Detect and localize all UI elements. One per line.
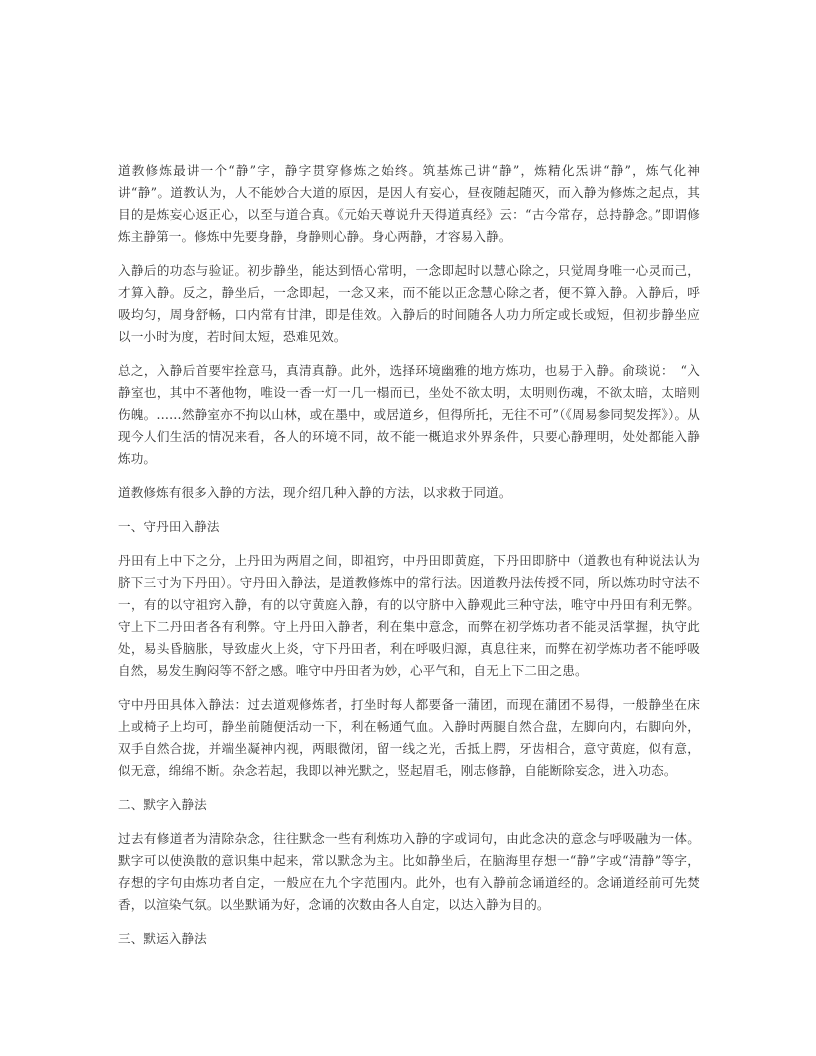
- paragraph-1: 道教修炼最讲一个“静”字，静字贯穿修炼之始终。筑基炼己讲“静”，炼精化炁讲“静”，炼气化神讲“静”。道教认为，人不能妙合大道的原因，是因人有妄心，昼夜随起随灭，而入静为修炼之起点，其目的是炼妄心返正心，以至与道合真。《元始天尊说升天得道真经》云：“古今常存，总持静念。”即谓修炼主静第一。修炼中先要身静，身静则心静。身心两静，才容易入静。: [118, 163, 700, 244]
- document-body: [118, 160, 700, 962]
- paragraph-5: 丹田有上中下之分，上丹田为两眉之间，即祖窍，中丹田即黄庭，下丹田即脐中（道教也有种说法认为脐下三寸为下丹田）。守丹田入静法，是道教修炼中的常行法。因道教丹法传授不同，所以炼功时守法不一，有的以守祖窍入静，有的以守黄庭入静，有的以守脐中入静观此三种守法，唯守中丹田有利无弊。守上下二丹田者各有利弊。守上丹田入静者，利在集中意念，而弊在初学炼功者不能灵活掌握，执守此处，易头昏脑胀，导致虚火上炎，守下丹田者，利在呼吸归源，真息往来，而弊在初学炼功者不能呼吸自然，易发生胸闷等不舒之感。唯守中丹田者为妙，心平气和，自无上下二田之患。: [118, 553, 700, 678]
- section-heading-2: 二、默字入静法: [118, 797, 207, 812]
- paragraph-4-intro: 道教修炼有很多入静的方法，现介绍几种入静的方法，以求救于同道。: [118, 485, 512, 500]
- paragraph-3: 总之，入静后首要牢拴意马，真清真静。此外，选择环境幽雅的地方炼功，也易于入静。俞琰说： “入静室也，其中不著他物，唯设一香一灯一几一榻而已，坐处不欲太明，太明则伤魂，不欲太暗，太暗则伤魄。……然静室亦不拘以山林，或在墨中，或居道乡，但得所托，无往不可”（《周易参同契发挥》）。从现今人们生活的情况来看，各人的环境不同，故不能一概追求外界条件，只要心静理明，处处都能入静炼功。: [118, 363, 700, 466]
- paragraph-2: 入静后的功态与验证。初步静坐，能达到悟心常明，一念即起时以慧心除之，只觉周身唯一心灵而己，才算入静。反之，静坐后，一念即起，一念又来，而不能以正念慧心除之者，便不算入静。入静后，呼吸均匀，周身舒畅，口内常有甘津，即是佳效。入静后的时间随各人功力所定或长或短，但初步静坐应以一小时为度，若时间太短，恐难见效。: [118, 263, 700, 344]
- section-heading-1: 一、守丹田入静法: [118, 519, 220, 534]
- paragraph-7: 过去有修道者为清除杂念，往往默念一些有利炼功入静的字或词句，由此念决的意念与呼吸融为一体。默字可以使涣散的意识集中起来，常以默念为主。比如静坐后，在脑海里存想一“静”字或“清静”等字，存想的字句由炼功者自定，一般应在九个字范围内。此外，也有入静前念诵道经的。念诵道经前可先焚香，以渲染气氛。以坐默诵为好，念诵的次数由各人自定，以达入静为目的。: [118, 831, 700, 912]
- paragraph-6: 守中丹田具体入静法：过去道观修炼者，打坐时每人都要备一蒲团，而现在蒲团不易得，一般静坐在床上或椅子上均可，静坐前随便活动一下，利在畅通气血。入静时两腿自然合盘，左脚向内，右脚向外，双手自然合拢，并端坐凝神内视，两眼微闭，留一线之光，舌抵上腭，牙齿相合，意守黄庭，似有意，似无意，绵绵不断。杂念若起，我即以神光默之，竖起眉毛，刚志修静，自能断除妄念，进入功态。: [118, 697, 700, 778]
- section-heading-3: 三、默运入静法: [118, 931, 207, 946]
